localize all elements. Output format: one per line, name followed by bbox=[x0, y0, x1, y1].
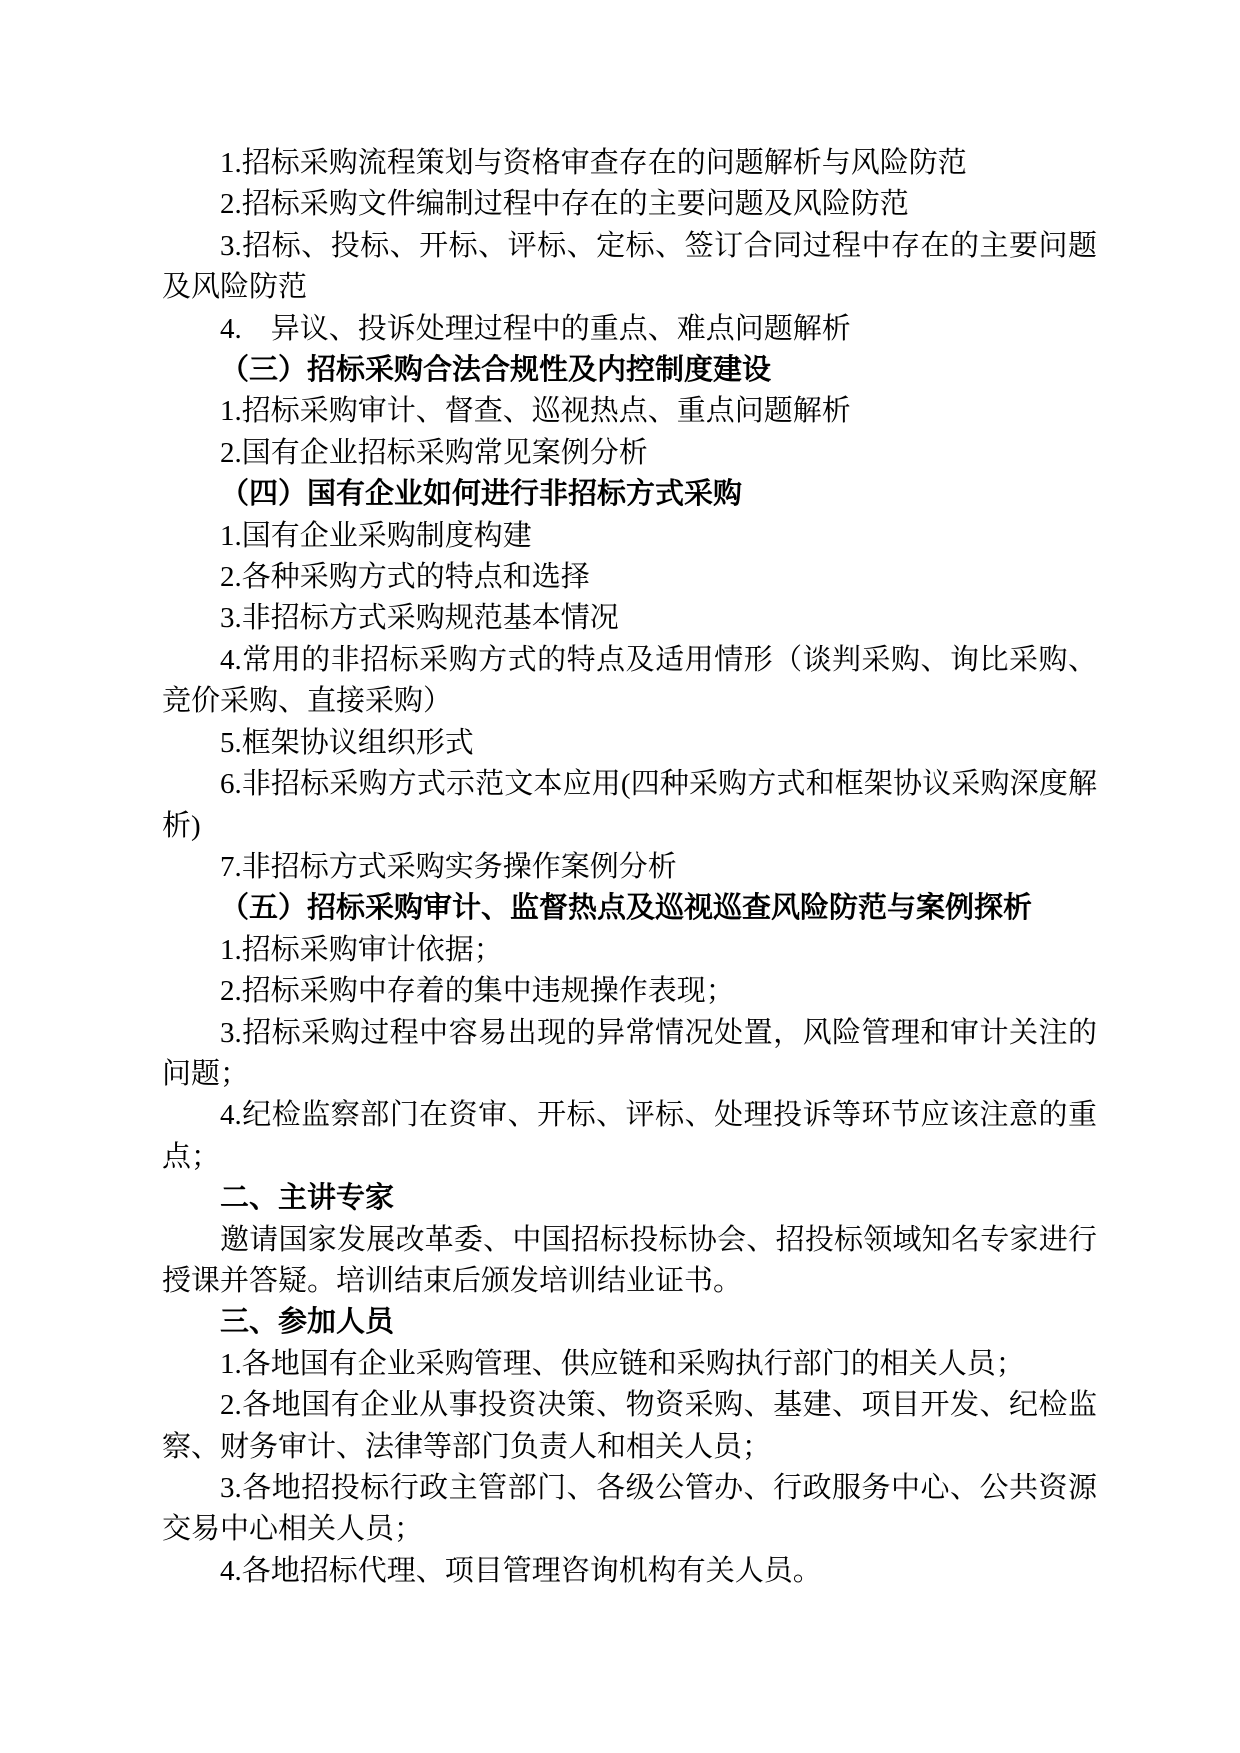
body-paragraph: 4. 异议、投诉处理过程中的重点、难点问题解析 bbox=[220, 312, 851, 345]
document-body bbox=[162, 143, 1097, 1592]
heading-paragraph: （三）招标采购合法合规性及内控制度建设 bbox=[220, 354, 772, 387]
heading-paragraph: 三、参加人员 bbox=[220, 1306, 395, 1339]
body-paragraph: 2.各地国有企业从事投资决策、物资采购、基建、项目开发、纪检监察、财务审计、法律等部门负责人和相关人员； bbox=[162, 1389, 1097, 1463]
heading-paragraph: 二、主讲专家 bbox=[220, 1182, 395, 1215]
heading-paragraph: （四）国有企业如何进行非招标方式采购 bbox=[220, 478, 743, 511]
body-paragraph: 3.招标采购过程中容易出现的异常情况处置，风险管理和审计关注的问题； bbox=[162, 1016, 1097, 1090]
body-paragraph: 1.招标采购审计依据； bbox=[220, 933, 503, 966]
body-paragraph: 4.纪检监察部门在资审、开标、评标、处理投诉等环节应该注意的重点； bbox=[162, 1099, 1097, 1173]
body-paragraph: 5.框架协议组织形式 bbox=[220, 726, 474, 759]
body-paragraph: 4.常用的非招标采购方式的特点及适用情形（谈判采购、询比采购、竞价采购、直接采购） bbox=[162, 643, 1097, 718]
body-paragraph: 1.招标采购审计、督查、巡视热点、重点问题解析 bbox=[220, 395, 851, 428]
body-paragraph: 3.非招标方式采购规范基本情况 bbox=[220, 602, 619, 635]
body-paragraph: 4.各地招标代理、项目管理咨询机构有关人员。 bbox=[220, 1554, 822, 1587]
heading-paragraph: （五）招标采购审计、监督热点及巡视巡查风险防范与案例探析 bbox=[220, 892, 1033, 925]
body-paragraph: 1.招标采购流程策划与资格审查存在的问题解析与风险防范 bbox=[220, 147, 967, 179]
body-paragraph: 2.各种采购方式的特点和选择 bbox=[220, 561, 590, 594]
body-paragraph: 1.国有企业采购制度构建 bbox=[220, 519, 532, 552]
body-paragraph: 邀请国家发展改革委、中国招标投标协会、招投标领域知名专家进行授课并答疑。培训结束后颁发培训结业证书。 bbox=[162, 1223, 1097, 1297]
body-paragraph: 3.各地招投标行政主管部门、各级公管办、行政服务中心、公共资源交易中心相关人员； bbox=[162, 1472, 1097, 1546]
body-paragraph: 2.国有企业招标采购常见案例分析 bbox=[220, 436, 648, 469]
body-paragraph: 6.非招标采购方式示范文本应用(四种采购方式和框架协议采购深度解析) bbox=[162, 768, 1097, 842]
body-paragraph: 1.各地国有企业采购管理、供应链和采购执行部门的相关人员； bbox=[220, 1347, 1025, 1380]
body-paragraph: 2.招标采购文件编制过程中存在的主要问题及风险防范 bbox=[220, 188, 909, 221]
body-paragraph: 7.非招标方式采购实务操作案例分析 bbox=[220, 850, 677, 883]
body-paragraph: 3.招标、投标、开标、评标、定标、签订合同过程中存在的主要问题及风险防范 bbox=[162, 229, 1097, 304]
body-paragraph: 2.招标采购中存着的集中违规操作表现； bbox=[220, 975, 735, 1008]
